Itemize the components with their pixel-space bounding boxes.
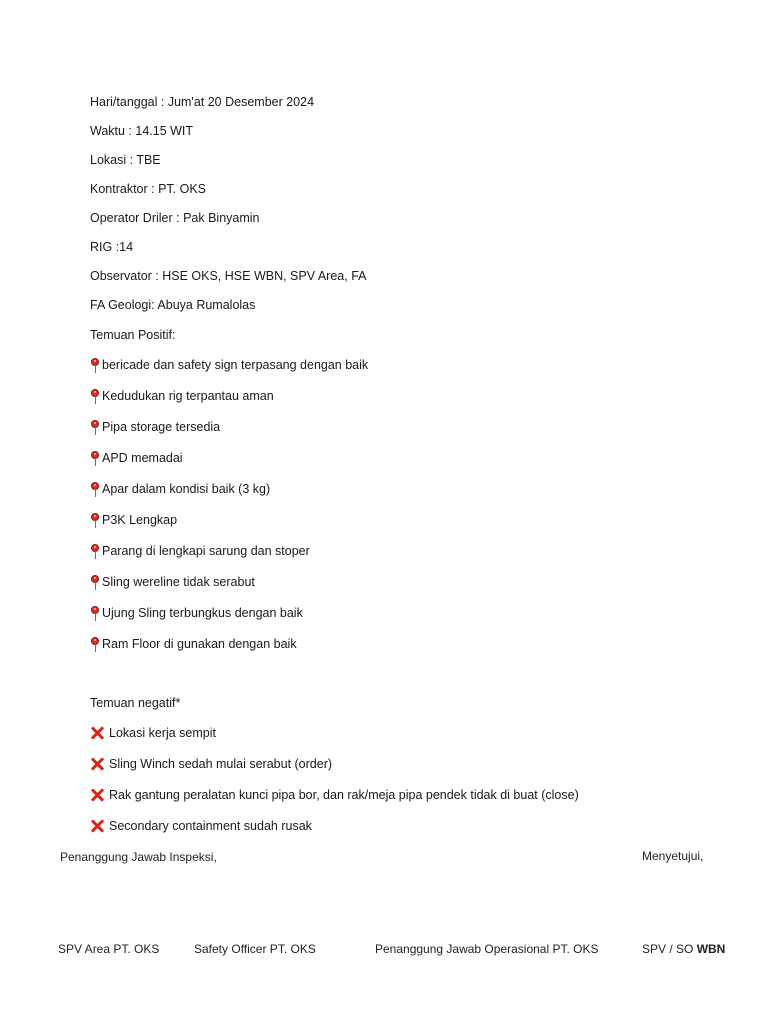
positive-item — [90, 481, 270, 497]
positive-item-text: P3K Lengkap — [102, 513, 178, 527]
negative-item — [90, 756, 332, 772]
fa-geologi: FA Geologi: Abuya Rumalolas — [90, 298, 256, 312]
positive-item — [90, 357, 368, 373]
pushpin-icon — [90, 358, 100, 373]
pushpin-icon — [90, 544, 100, 559]
cross-mark-icon — [90, 757, 104, 771]
positive-item-text: Kedudukan rig terpantau aman — [102, 389, 274, 403]
negative-item — [90, 725, 216, 741]
positive-item-text: Apar dalam kondisi baik (3 kg) — [102, 482, 271, 496]
positive-item-text: Ujung Sling terbungkus dengan baik — [102, 606, 303, 620]
negative-item-text: Sling Winch sedah mulai serabut (order) — [109, 757, 333, 771]
pushpin-icon — [90, 513, 100, 528]
positive-item-text: APD memadai — [102, 451, 183, 465]
approval-title: Menyetujui, — [642, 849, 704, 863]
negative-item-text: Lokasi kerja sempit — [109, 726, 216, 740]
pushpin-icon — [90, 482, 100, 497]
pushpin-icon — [90, 637, 100, 652]
positive-item — [90, 636, 297, 652]
observator: Observator : HSE OKS, HSE WBN, SPV Area, FA — [90, 269, 367, 283]
inspection-responsible-title: Penanggung Jawab Inspeksi, — [60, 850, 217, 864]
safety-officer-signatory: Safety Officer PT. OKS — [194, 942, 316, 956]
cross-mark-icon — [90, 788, 104, 802]
positive-item — [90, 419, 220, 435]
negative-item — [90, 818, 312, 834]
operator-driler: Operator Driler : Pak Binyamin — [90, 211, 260, 225]
waktu: Waktu : 14.15 WIT — [90, 124, 194, 138]
positive-item — [90, 388, 274, 404]
cross-mark-icon — [90, 819, 104, 833]
positive-item-text: Ram Floor di gunakan dengan baik — [102, 637, 297, 651]
lokasi: Lokasi : TBE — [90, 153, 161, 167]
positive-item-text: Pipa storage tersedia — [102, 420, 221, 434]
positive-item-text: Sling wereline tidak serabut — [102, 575, 255, 589]
negative-item-text: Rak gantung peralatan kunci pipa bor, dan rak/meja pipa pendek tidak di buat (close) — [109, 788, 579, 802]
pushpin-icon — [90, 606, 100, 621]
positive-item-text: Parang di lengkapi sarung dan stoper — [102, 544, 310, 558]
pushpin-icon — [90, 575, 100, 590]
negative-item-text: Secondary containment sudah rusak — [109, 819, 312, 833]
positive-item — [90, 512, 177, 528]
spv-so-org: WBN — [696, 942, 726, 956]
spv-so-prefix: SPV / SO — [642, 942, 697, 956]
positive-item — [90, 605, 303, 621]
pushpin-icon — [90, 389, 100, 404]
spv-so-signatory — [642, 942, 725, 956]
positive-item-text: bericade dan safety sign terpasang dengan baik — [102, 358, 369, 372]
positive-item — [90, 543, 310, 559]
positive-item — [90, 574, 255, 590]
negative-heading: Temuan negatif* — [90, 696, 181, 710]
positive-item — [90, 450, 183, 466]
cross-mark-icon — [90, 726, 104, 740]
negative-item — [90, 787, 579, 803]
kontraktor: Kontraktor : PT. OKS — [90, 182, 207, 196]
pushpin-icon — [90, 420, 100, 435]
operational-responsible-signatory: Penanggung Jawab Operasional PT. OKS — [375, 942, 599, 956]
hari-tanggal: Hari/tanggal : Jum'at 20 Desember 2024 — [90, 95, 315, 109]
rig: RIG :14 — [90, 240, 134, 254]
spv-area-signatory: SPV Area PT. OKS — [58, 942, 160, 956]
pushpin-icon — [90, 451, 100, 466]
positive-heading: Temuan Positif: — [90, 328, 176, 342]
